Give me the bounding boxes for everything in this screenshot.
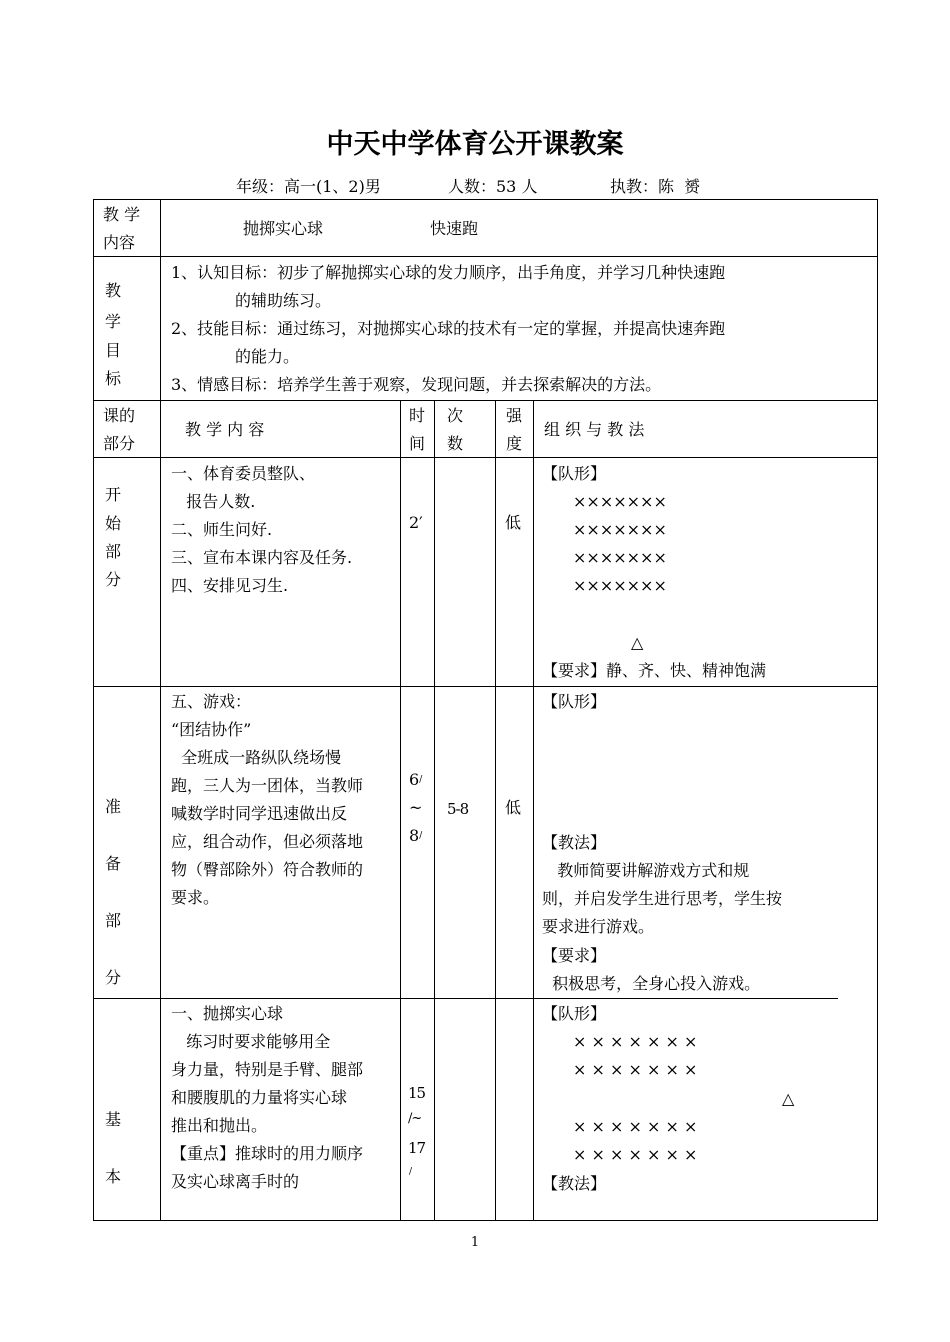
header-reps-2: 数 [446, 434, 463, 453]
page-title: 中天中学体育公开课教案 [326, 129, 624, 160]
prep-intensity: 低 [505, 798, 522, 817]
content-row-label-1: 教 学 [103, 205, 141, 224]
basic-content-6: 【重点】推球时的用力顺序 [171, 1144, 364, 1163]
goals-label-2: 学 [104, 312, 121, 331]
teacher-position-mark: △ [631, 633, 644, 652]
header-time-1: 时 [408, 406, 425, 425]
goal-line-1: 1、认知目标：初步了解抛掷实心球的发力顺序，出手角度，并学习几种快速跑 [171, 263, 726, 282]
prep-label-2: 备 [104, 854, 121, 873]
content-item-shotput: 抛掷实心球 [243, 219, 324, 238]
basic-time-c: 17 [408, 1139, 426, 1157]
prep-content-3: 全班成一路纵队绕场慢 [171, 748, 342, 767]
start-formation-row-3: ××××××× [573, 548, 667, 567]
prep-label-3: 部 [104, 911, 121, 930]
start-intensity: 低 [505, 513, 522, 532]
start-requirement-label: 【要求】 [542, 661, 607, 680]
start-content-1: 一、体育委员整队、 [171, 464, 316, 483]
header-content: 教 学 内 容 [185, 420, 265, 439]
basic-formation-row-1: × × × × × × × [573, 1032, 698, 1051]
basic-content-5: 推出和抛出。 [171, 1116, 268, 1135]
content-row-label-2: 内容 [103, 233, 136, 252]
start-formation-row-2: ××××××× [573, 520, 667, 539]
student-count: 人数：53 人 [448, 177, 538, 196]
goal-line-5: 3、情感目标：培养学生善于观察，发现问题，并去探索解决的方法。 [171, 375, 662, 394]
basic-content-4: 和腰腹肌的力量将实心球 [171, 1088, 348, 1107]
prep-time-c-mark: / [419, 831, 423, 841]
prep-time-range: ~ [409, 798, 423, 817]
start-label-3: 部 [104, 542, 121, 561]
basic-time-range: /~ [408, 1111, 422, 1126]
start-content-2: 报告人数. [171, 492, 256, 511]
goal-line-4: 的能力。 [235, 347, 300, 366]
prep-time-a: 6 [409, 770, 420, 789]
header-part-1: 课的 [103, 406, 136, 425]
basic-teacher-mark: △ [782, 1089, 795, 1108]
prep-requirement: 积极思考，全身心投入游戏。 [542, 974, 761, 993]
basic-label-2: 本 [104, 1167, 121, 1186]
lesson-plan-table [93, 199, 877, 1221]
start-content-4: 三、宣布本课内容及任务. [171, 548, 353, 567]
start-content-5: 四、安排见习生. [171, 576, 289, 595]
header-reps-1: 次 [446, 406, 463, 425]
header-intensity-2: 度 [505, 434, 522, 453]
start-formation-label: 【队形】 [542, 464, 607, 483]
basic-method-label: 【教法】 [542, 1174, 607, 1193]
start-requirement [542, 657, 766, 685]
basic-content-1: 一、抛掷实心球 [171, 1004, 284, 1023]
prep-time-end [409, 822, 422, 850]
start-label-1: 开 [104, 485, 121, 504]
start-formation-row-1: ××××××× [573, 492, 667, 511]
prep-method-1: 教师简要讲解游戏方式和规 [542, 861, 750, 880]
prep-content-2: “团结协作” [171, 720, 252, 739]
prep-formation-label: 【队形】 [542, 692, 607, 711]
goal-line-2: 的辅助练习。 [235, 291, 332, 310]
prep-time-c: 8 [409, 826, 420, 845]
prep-content-4: 跑，三人为一团体，当教师 [171, 776, 364, 795]
page-number: 1 [470, 1235, 480, 1250]
prep-method-3: 要求进行游戏。 [542, 917, 655, 936]
goals-label-1: 教 [104, 281, 121, 300]
prep-method-2: 则，并启发学生进行思考，学生按 [542, 889, 783, 908]
prep-time-a-mark: / [419, 775, 423, 785]
basic-content-2: 练习时要求能够用全 [171, 1032, 331, 1051]
header-method: 组 织 与 教 法 [544, 420, 645, 439]
grade-info: 年级：高一(1、2)男 [236, 177, 381, 196]
basic-formation-label: 【队形】 [542, 1004, 607, 1023]
prep-content-1: 五、游戏： [171, 692, 252, 711]
goals-label-3: 目 [104, 341, 121, 360]
start-time: 2′ [409, 513, 423, 532]
prep-method-label: 【教法】 [542, 833, 607, 852]
prep-reps: 5-8 [447, 800, 469, 818]
basic-content-3: 身力量，特别是手臂、腿部 [171, 1060, 364, 1079]
start-content-3: 二、师生问好. [171, 520, 273, 539]
prep-label-1: 准 [104, 797, 121, 816]
prep-content-8: 要求。 [171, 888, 220, 907]
content-item-sprint: 快速跑 [430, 219, 479, 238]
basic-formation-row-2: × × × × × × × [573, 1060, 698, 1079]
prep-label-4: 分 [104, 968, 121, 987]
basic-formation-row-3: × × × × × × × [573, 1117, 698, 1136]
prep-requirement-label: 【要求】 [542, 946, 607, 965]
goal-line-3: 2、技能目标：通过练习，对抛掷实心球的技术有一定的掌握，并提高快速奔跑 [171, 319, 726, 338]
basic-time-mark: / [409, 1167, 412, 1177]
goals-label-4: 标 [104, 369, 121, 388]
header-part-2: 部分 [103, 434, 136, 453]
prep-content-7: 物（臀部除外）符合教师的 [171, 860, 364, 879]
basic-content-7: 及实心球离手时的 [171, 1172, 300, 1191]
prep-time-start [409, 766, 422, 794]
basic-time-a: 15 [408, 1084, 426, 1102]
basic-formation-row-4: × × × × × × × [573, 1145, 698, 1164]
prep-content-6: 应，组合动作，但必须落地 [171, 832, 364, 851]
start-label-2: 始 [104, 514, 121, 533]
teacher-info: 执教：陈 赟 [610, 177, 701, 196]
prep-content-5: 喊数学时同学迅速做出反 [171, 804, 348, 823]
basic-label-1: 基 [104, 1110, 121, 1129]
header-intensity-1: 强 [505, 406, 522, 425]
start-requirement-text: 静、齐、快、精神饱满 [606, 661, 767, 680]
header-time-2: 间 [408, 434, 425, 453]
start-label-4: 分 [104, 570, 121, 589]
start-formation-row-4: ××××××× [573, 576, 667, 595]
